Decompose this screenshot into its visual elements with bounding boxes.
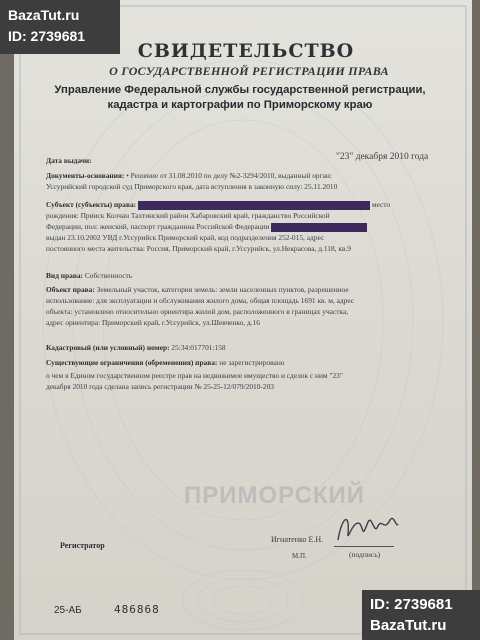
subject-line-3: Федерации, пол: женский, паспорт гражданина Российской Федерации bbox=[46, 222, 270, 231]
certificate-page bbox=[14, 0, 472, 640]
object-label: Объект права: bbox=[46, 285, 95, 294]
object-line-4: адрес ориентира: Приморский край, г.Уссурийск, ул.Шевченко, д.16 bbox=[46, 318, 260, 327]
right-type-row bbox=[46, 270, 132, 281]
watermark-id-bottom: ID: 2739681 bbox=[370, 596, 453, 613]
restrictions-value: не зарегистрировано bbox=[219, 358, 285, 367]
watermark-bottom-right bbox=[362, 590, 480, 640]
cadastral-row bbox=[46, 342, 226, 353]
background-stamp-text: ПРИМОРСКИЙ bbox=[184, 482, 366, 509]
issuer-line-2: кадастра и картографии по Приморскому краю bbox=[107, 99, 373, 111]
blank-number: 486868 bbox=[114, 603, 160, 616]
basis-row bbox=[46, 170, 332, 181]
watermark-id-top: ID: 2739681 bbox=[8, 28, 86, 44]
issuer-line-1: Управление Федеральной службы государственной регистрации, bbox=[54, 84, 426, 96]
right-type-label: Вид права: bbox=[46, 271, 83, 280]
basis-line-2: Уссурийский городской суд Приморского края, дата вступления в законную силу: 25.11.2010 bbox=[46, 182, 338, 191]
signature-caption: (подпись) bbox=[349, 550, 381, 559]
object-row bbox=[46, 284, 349, 295]
certificate-title: СВИДЕТЕЛЬСТВО bbox=[137, 40, 355, 62]
object-line-3: объекта: установлено относительно ориентира жилой дом, расположенного в границах участка, bbox=[46, 307, 349, 316]
issue-date-label: Дата выдачи: bbox=[46, 156, 92, 165]
registrar-name: Игнатенко Е.Н. bbox=[271, 535, 324, 544]
subject-line-2: рождения: Прииск Колчан Тахтинский район Хабаровский край, гражданство Российской bbox=[46, 211, 330, 220]
subject-row bbox=[46, 199, 390, 210]
restrictions-label: Существующие ограничения (обременения) права: bbox=[46, 358, 218, 367]
redacted-owner-name bbox=[138, 201, 370, 210]
object-line-2: использование: для эксплуатации и обслуживания жилого дома, общая площадь 1691 кв. м, адрес bbox=[46, 296, 355, 305]
subject-line-3-row bbox=[46, 221, 367, 232]
registrar-signature bbox=[332, 506, 402, 548]
cadastral-number: 25:34:017701:158 bbox=[171, 343, 226, 352]
watermark-site-top: BazaTut.ru bbox=[8, 7, 80, 23]
registrar-label: Регистратор bbox=[60, 541, 105, 550]
basis-label: Документы-основания: bbox=[46, 171, 125, 180]
right-type-value: Собственность bbox=[84, 271, 133, 280]
cadastral-label: Кадастровый (или условный) номер: bbox=[46, 343, 170, 352]
basis-line-1: • Решение от 31.08.2010 по делу №2-3294/2010, выданный орган: bbox=[126, 171, 332, 180]
subject-tail: место bbox=[371, 200, 391, 209]
object-line-1: Земельный участок, категория земель: земли населенных пунктов, разрешенное bbox=[96, 285, 349, 294]
subject-line-4: выдан 23.10.2002 УВД г.Уссурийск Приморский край, код подразделения 252-015, адрес bbox=[46, 233, 325, 242]
signature-line bbox=[334, 546, 394, 547]
watermark-top-left bbox=[0, 0, 120, 54]
blank-series: 25-АБ bbox=[54, 605, 82, 616]
seal-mark: М.П. bbox=[292, 552, 307, 560]
issue-date-value: "23" декабря 2010 года bbox=[336, 152, 429, 162]
registry-line-2: декабря 2010 года сделана запись регистрации № 25-25-12/079/2010-203 bbox=[46, 382, 274, 391]
issuing-authority bbox=[50, 83, 430, 113]
restrictions-row bbox=[46, 357, 284, 368]
redacted-passport-number bbox=[271, 223, 367, 232]
registry-line-1: о чем в Едином государственном реестре прав на недвижимое имущество и сделок с ним "23" bbox=[46, 371, 343, 380]
subject-label: Субъект (субъекты) права: bbox=[46, 200, 137, 209]
watermark-site-bottom: BazaTut.ru bbox=[370, 617, 447, 634]
subject-line-5: постоянного места жительства: Россия, Приморский край, г.Уссурийск, ул.Некрасова, д.118, кв.9 bbox=[46, 244, 351, 253]
certificate-subtitle: О ГОСУДАРСТВЕННОЙ РЕГИСТРАЦИИ ПРАВА bbox=[109, 64, 389, 78]
